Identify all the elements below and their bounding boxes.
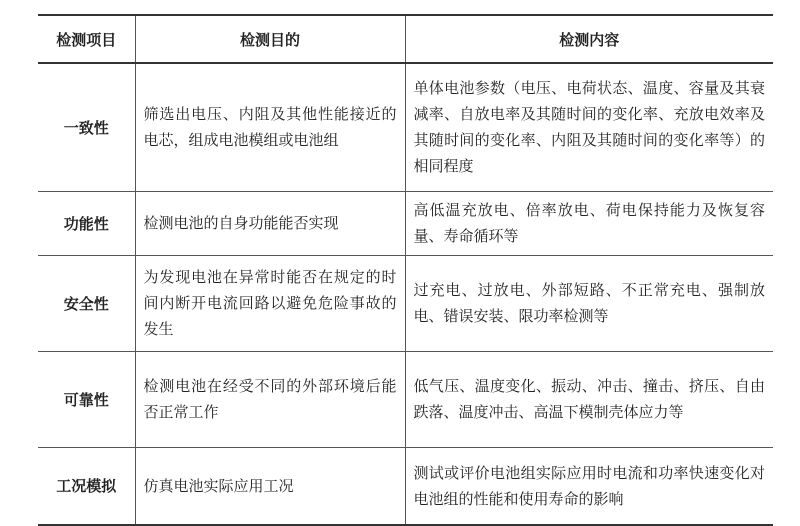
table-row [38, 255, 773, 351]
cell-test-purpose: 检测电池在经受不同的外部环境后能否正常工作 [135, 351, 405, 447]
cell-test-item: 可靠性 [38, 351, 135, 447]
cell-test-content: 低气压、温度变化、振动、冲击、撞击、挤压、自由跌落、温度冲击、高温下模制壳体应力等 [405, 351, 773, 447]
table-row [38, 351, 773, 447]
table-row [38, 447, 773, 525]
cell-test-item: 一致性 [38, 63, 135, 191]
table-body [38, 63, 773, 525]
cell-test-purpose: 检测电池的自身功能能否实现 [135, 191, 405, 255]
cell-test-content: 高低温充放电、倍率放电、荷电保持能力及恢复容量、寿命循环等 [405, 191, 773, 255]
cell-test-content: 过充电、过放电、外部短路、不正常充电、强制放电、错误安装、限功率检测等 [405, 255, 773, 351]
cell-test-purpose: 仿真电池实际应用工况 [135, 447, 405, 525]
table-header [38, 15, 773, 63]
battery-test-table [38, 14, 773, 526]
cell-test-content: 测试或评价电池组实际应用时电流和功率快速变化对电池组的性能和使用寿命的影响 [405, 447, 773, 525]
header-test-item: 检测项目 [38, 15, 135, 63]
header-row [38, 15, 773, 63]
cell-test-purpose: 筛选出电压、内阻及其他性能接近的电芯，组成电池模组或电池组 [135, 63, 405, 191]
cell-test-purpose: 为发现电池在异常时能否在规定的时间内断开电流回路以避免危险事故的发生 [135, 255, 405, 351]
cell-test-item: 功能性 [38, 191, 135, 255]
table-row [38, 191, 773, 255]
cell-test-item: 工况模拟 [38, 447, 135, 525]
header-test-purpose: 检测目的 [135, 15, 405, 63]
table-row [38, 63, 773, 191]
cell-test-content: 单体电池参数（电压、电荷状态、温度、容量及其衰减率、自放电率及其随时间的变化率、充放电效率及其随时间的变化率、内阻及其随时间的变化率等）的相同程度 [405, 63, 773, 191]
battery-test-table-container [38, 14, 773, 526]
cell-test-item: 安全性 [38, 255, 135, 351]
header-test-content: 检测内容 [405, 15, 773, 63]
